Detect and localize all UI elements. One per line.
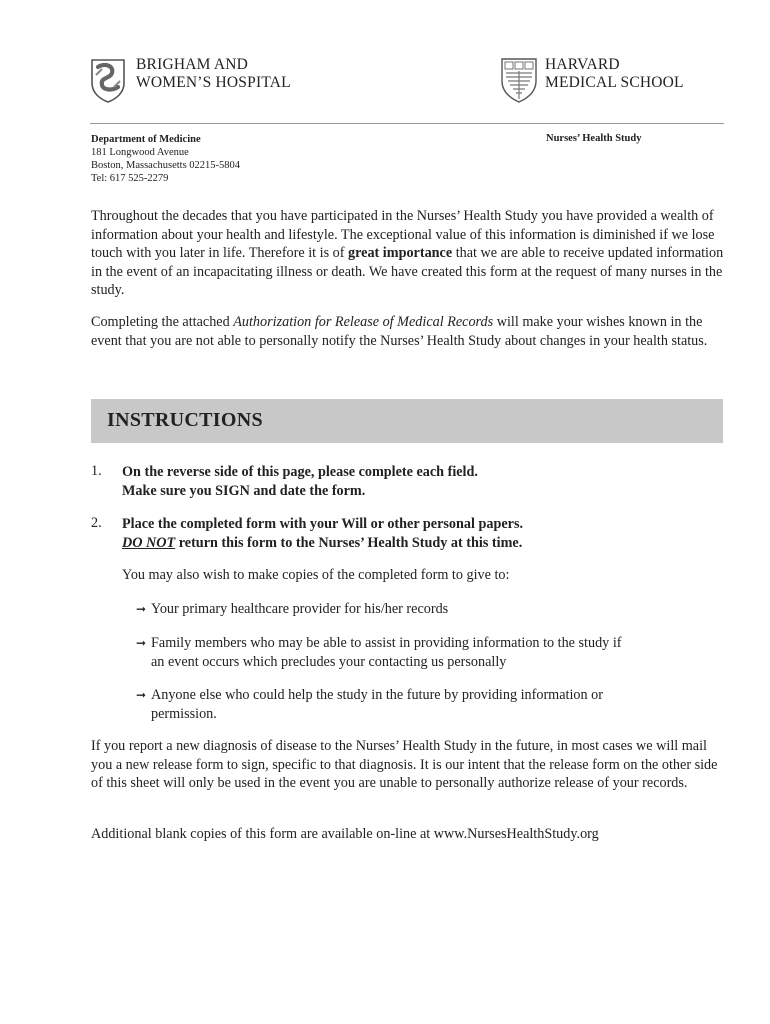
item-2-line-1: Place the completed form with your Will or other personal papers. — [122, 516, 524, 532]
arrow-icon: ➞ — [136, 602, 147, 616]
bwh-name-line1: BRIGHAM AND — [136, 56, 249, 73]
copies-intro: You may also wish to make copies of the completed form to give to: — [122, 567, 510, 583]
item-2-text — [122, 515, 722, 553]
item-2-number: 2. — [91, 515, 102, 531]
intro-p2-text-a: Completing the attached — [91, 314, 234, 330]
bwh-shield-logo — [90, 57, 126, 103]
item-1-number: 1. — [91, 463, 102, 479]
address-tel: Tel: 617 525-2279 — [91, 173, 169, 184]
address-city: Boston, Massachusetts 02215-5804 — [91, 160, 241, 171]
study-name: Nurses’ Health Study — [546, 133, 642, 144]
intro-p1-emphasis: great importance — [348, 245, 453, 261]
header-divider — [90, 123, 724, 124]
intro-p1-text-b: that we are able to receive updated information in the event of an incapacitating illness or death. We have created this form at the request of many nurses in the study. — [91, 245, 724, 298]
department-address — [91, 133, 240, 185]
hms-name-line1: HARVARD — [545, 56, 620, 73]
hms-shield-logo — [500, 57, 538, 103]
instructions-title: INSTRUCTIONS — [107, 409, 263, 431]
arrow-icon: ➞ — [136, 688, 147, 702]
department-name: Department of Medicine — [91, 134, 201, 145]
bwh-name-line2: WOMEN’S HOSPITAL — [136, 74, 291, 91]
arrow-icon: ➞ — [136, 636, 147, 650]
bullet-item-3 — [136, 686, 726, 723]
bullet-item-2 — [136, 634, 726, 671]
hms-name — [545, 56, 684, 92]
item-1-text — [122, 463, 722, 501]
item-2-line-2 — [122, 534, 722, 553]
closing-paragraph: If you report a new diagnosis of disease to the Nurses’ Health Study in the future, in most cases we will mail you a new release form to sign, specific to that diagnosis. It is our intent that the release form on the other side of this sheet will only be used in the event you are unable to personally authorize release of your records. — [91, 738, 718, 791]
address-street: 181 Longwood Avenue — [91, 147, 189, 158]
website-note: Additional blank copies of this form are available on-line at www.NursesHealthStudy.org — [91, 826, 599, 842]
item-2-line-2-rest: return this form to the Nurses’ Health Study at this time. — [175, 535, 523, 551]
instructions-header-bar — [91, 399, 723, 443]
bullet-2-line-1: Family members who may be able to assist in providing information to the study if — [151, 635, 622, 651]
bullet-1-text: Your primary healthcare provider for his/her records — [151, 601, 449, 617]
item-1-line-1: On the reverse side of this page, please complete each field. — [122, 464, 478, 480]
do-not-emphasis: DO NOT — [122, 535, 176, 551]
intro-paragraph-2 — [91, 313, 727, 350]
bullet-item-1 — [136, 600, 726, 619]
intro-p1-text-a: Throughout the decades that you have participated in the Nurses’ Health Study you have provided a wealth of information about your health and lifestyle. The exceptional value of this information is diminished if we lose touch with you later in life. Therefore it is of — [91, 208, 715, 261]
bullet-2-line-2: an event occurs which precludes your contacting us personally — [151, 653, 507, 670]
bullet-3-line-1: Anyone else who could help the study in the future by providing information or — [151, 687, 603, 703]
intro-p2-form-title: Authorization for Release of Medical Records — [233, 314, 494, 330]
item-1-line-2: Make sure you SIGN and date the form. — [122, 483, 366, 499]
bullet-3-line-2: permission. — [151, 705, 217, 722]
intro-paragraph-1 — [91, 207, 727, 300]
hms-name-line2: MEDICAL SCHOOL — [545, 74, 684, 91]
intro-p2-text-b: will make your wishes known in the event that you are not able to personally notify the Nurses’ Health Study about changes in your health status. — [91, 314, 708, 349]
bwh-name — [136, 56, 291, 92]
